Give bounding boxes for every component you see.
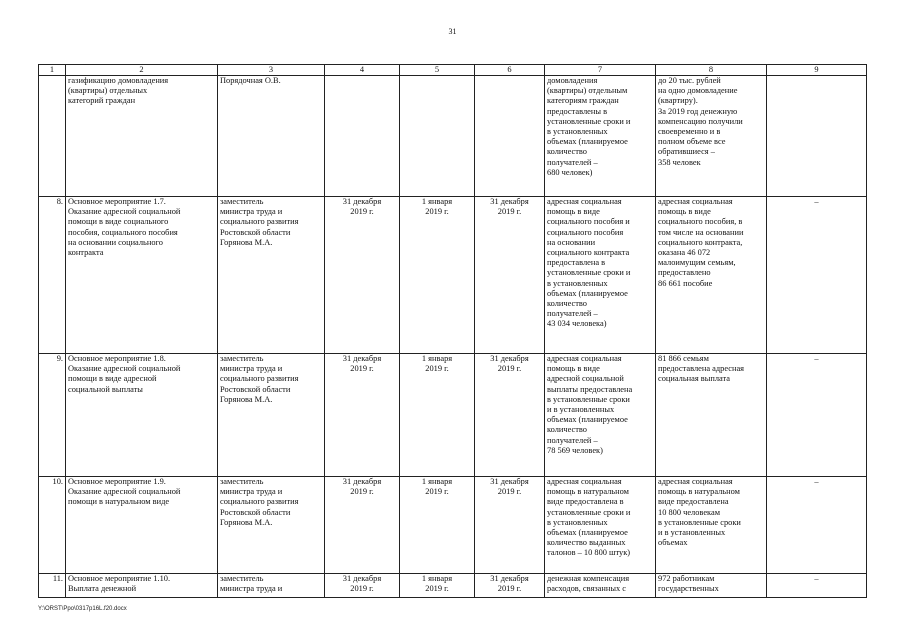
column-header: 8 (656, 65, 767, 76)
planned-end-date: 31 декабря 2019 г. (325, 574, 400, 598)
activity-name: Основное мероприятие 1.9. Оказание адресной социальной помощи в натуральном виде (66, 477, 218, 574)
report-table (38, 64, 867, 598)
table-row (39, 354, 867, 477)
planned-result: денежная компенсация расходов, связанных с (545, 574, 656, 598)
column-header: 4 (325, 65, 400, 76)
actual-end-date: 31 декабря 2019 г. (475, 197, 545, 354)
activity-name: Основное мероприятие 1.7. Оказание адресной социальной помощи в виде социального пособия, социального пособия на основании социального контракта (66, 197, 218, 354)
table-row (39, 574, 867, 598)
file-path-footer: Y:\ORST\Ppo\0317p16L.f20.docx (38, 606, 127, 612)
table-row (39, 76, 867, 197)
responsible-person: Порядочная О.В. (218, 76, 325, 197)
row-number: 9. (39, 354, 66, 477)
activity-name: Основное мероприятие 1.10. Выплата денежной (66, 574, 218, 598)
actual-start-date (400, 76, 475, 197)
planned-result: адресная социальная помощь в виде социального пособия и социального пособия на основании социального контракта предоставлена в установленные сроки и в установленных объемах (планируемое количество получателей – 43 034 человека) (545, 197, 656, 354)
page-number: 31 (448, 27, 457, 36)
actual-end-date: 31 декабря 2019 г. (475, 574, 545, 598)
actual-end-date (475, 76, 545, 197)
activity-name: Основное мероприятие 1.8. Оказание адресной социальной помощи в виде адресной социальной выплаты (66, 354, 218, 477)
actual-result: адресная социальная помощь в натуральном виде предоставлена 10 800 человекам в установленные сроки и в установленных объемах (656, 477, 767, 574)
deviation-reason: – (767, 574, 867, 598)
table-row (39, 477, 867, 574)
planned-end-date: 31 декабря 2019 г. (325, 197, 400, 354)
row-number: 10. (39, 477, 66, 574)
header-row (39, 65, 867, 76)
activity-name: газификацию домовладения (квартиры) отдельных категорий граждан (66, 76, 218, 197)
deviation-reason: – (767, 477, 867, 574)
actual-start-date: 1 января 2019 г. (400, 477, 475, 574)
actual-start-date: 1 января 2019 г. (400, 197, 475, 354)
actual-start-date: 1 января 2019 г. (400, 354, 475, 477)
actual-end-date: 31 декабря 2019 г. (475, 477, 545, 574)
row-number: 8. (39, 197, 66, 354)
planned-result: адресная социальная помощь в виде адресной социальной выплаты предоставлена в установленные сроки и в установленных объемах (планируемое количество получателей – 78 569 человек) (545, 354, 656, 477)
column-header: 2 (66, 65, 218, 76)
deviation-reason (767, 76, 867, 197)
column-header: 6 (475, 65, 545, 76)
planned-result: адресная социальная помощь в натуральном виде предоставлена в установленные сроки и в установленных объемах (планируемое количество выданных талонов – 10 800 штук) (545, 477, 656, 574)
actual-result: до 20 тыс. рублей на одно домовладение (квартиру). За 2019 год денежную компенсацию получили своевременно и в полном объеме все обратившиеся – 358 человек (656, 76, 767, 197)
responsible-person: заместитель министра труда и социального развития Ростовской области Горянова М.А. (218, 354, 325, 477)
column-header: 3 (218, 65, 325, 76)
row-number: 11. (39, 574, 66, 598)
table-row (39, 197, 867, 354)
actual-start-date: 1 января 2019 г. (400, 574, 475, 598)
actual-result: адресная социальная помощь в виде социального пособия, в том числе на основании социального контракта, оказана 46 072 малоимущим семьям, предоставлено 86 661 пособие (656, 197, 767, 354)
column-header: 7 (545, 65, 656, 76)
column-header: 9 (767, 65, 867, 76)
planned-end-date: 31 декабря 2019 г. (325, 354, 400, 477)
actual-result: 81 866 семьям предоставлена адресная социальная выплата (656, 354, 767, 477)
actual-end-date: 31 декабря 2019 г. (475, 354, 545, 477)
responsible-person: заместитель министра труда и социального развития Ростовской области Горянова М.А. (218, 477, 325, 574)
column-header: 5 (400, 65, 475, 76)
planned-end-date: 31 декабря 2019 г. (325, 477, 400, 574)
row-number (39, 76, 66, 197)
deviation-reason: – (767, 354, 867, 477)
responsible-person: заместитель министра труда и (218, 574, 325, 598)
planned-end-date (325, 76, 400, 197)
actual-result: 972 работникам государственных (656, 574, 767, 598)
column-header: 1 (39, 65, 66, 76)
planned-result: домовладения (квартиры) отдельным категориям граждан предоставлены в установленные сроки и в установленных объемах (планируемое количество получателей – 680 человек) (545, 76, 656, 197)
deviation-reason: – (767, 197, 867, 354)
responsible-person: заместитель министра труда и социального развития Ростовской области Горянова М.А. (218, 197, 325, 354)
